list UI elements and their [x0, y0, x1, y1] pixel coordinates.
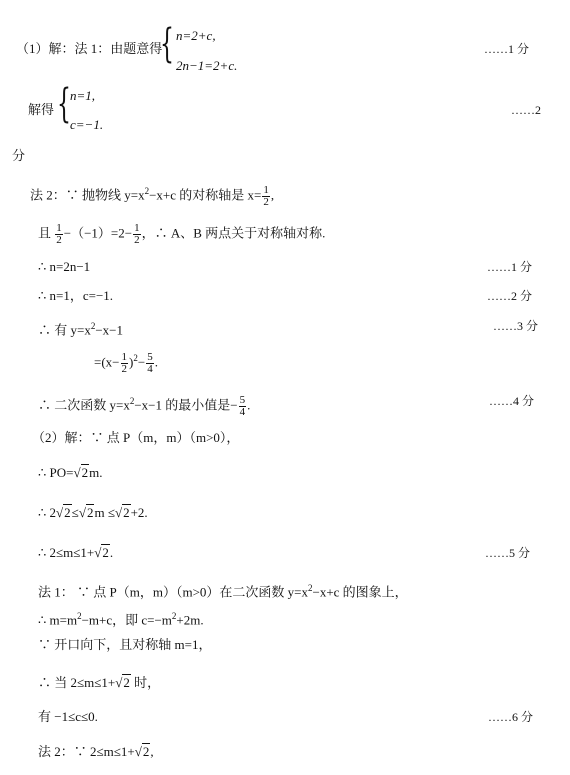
- part2-line9: 有 −1≤c≤0.: [38, 709, 98, 724]
- system1-eq1: n=2+c,: [176, 28, 216, 43]
- method2-line5: ∴ 有 $y=x^2-x-1$: [38, 321, 124, 338]
- part2-line10: 法 2：∵ 2≤m≤1+√2,: [38, 744, 154, 759]
- score-mark: ……5 分: [485, 546, 531, 560]
- part2-line5: 法 1： ∵ 点 P（m，m）（m>0）在二次函数 $y=x^2-x+c$ 的图象上，: [38, 583, 408, 600]
- part1-heading: （1）解：法 1：由题意得: [16, 41, 163, 56]
- system2-eq1: n=1,: [70, 88, 96, 103]
- score-mark: ……1 分: [487, 260, 533, 274]
- system2-eq2: c=−1.: [70, 117, 104, 132]
- part2-line6: ∴ $m=m^2-m+c$，即 $c=-m^2+2m$.: [38, 611, 204, 628]
- method2-line3: ∴ n=2n−1: [38, 259, 91, 274]
- method2-line2: 且 $\frac{1}{2}$ −（−1）=2− $\frac{1}{2}$ ，∴ A、B 两点关于对称轴对称.: [38, 222, 326, 246]
- system1-brace: {: [160, 21, 174, 67]
- method2-line6: =(x− $\frac{1}{2}$ )$^2$− $\frac{5}{4}$ .: [94, 350, 158, 375]
- part2-line3: ∴ 2√2≤√2m ≤√2+2.: [38, 505, 148, 520]
- method2-line4: ∴ n=1，c=−1.: [38, 288, 114, 303]
- system1-eq2: 2n−1=2+c.: [176, 58, 238, 73]
- part2-line7: ∵ 开口向下，且对称轴 m=1，: [38, 637, 212, 652]
- part2-line1: （2）解：∵ 点 P（m，m）（m>0），: [32, 430, 240, 445]
- score-mark: ……2: [511, 103, 541, 117]
- part2-line8: ∴ 当 2≤m≤1+√2 时，: [38, 675, 161, 690]
- fraction-half: $\frac{1}{2}$: [263, 183, 269, 208]
- score-mark: ……1 分: [484, 42, 530, 56]
- solve-label: 解得: [28, 102, 55, 117]
- method2-line7: ∴ 二次函数 $y=x^2-x-1$ 的最小值是− $\frac{5}{4}$ .: [38, 393, 251, 418]
- score-mark: ……6 分: [488, 710, 534, 724]
- method2-line1: 法 2：∵ 抛物线 $y=x^2-x+c$ 的对称轴是 x= $\frac{1}{2}$ ,: [30, 183, 275, 208]
- score-mark: ……4 分: [489, 394, 535, 408]
- part2-line4: ∴ 2≤m≤1+√2.: [38, 545, 114, 560]
- score-mark: ……2 分: [487, 289, 533, 303]
- part2-line2: ∴ PO=√2m.: [38, 465, 103, 480]
- score-mark: ……3 分: [493, 319, 539, 333]
- system2-brace: {: [57, 81, 71, 127]
- score-unit: 分: [12, 148, 26, 163]
